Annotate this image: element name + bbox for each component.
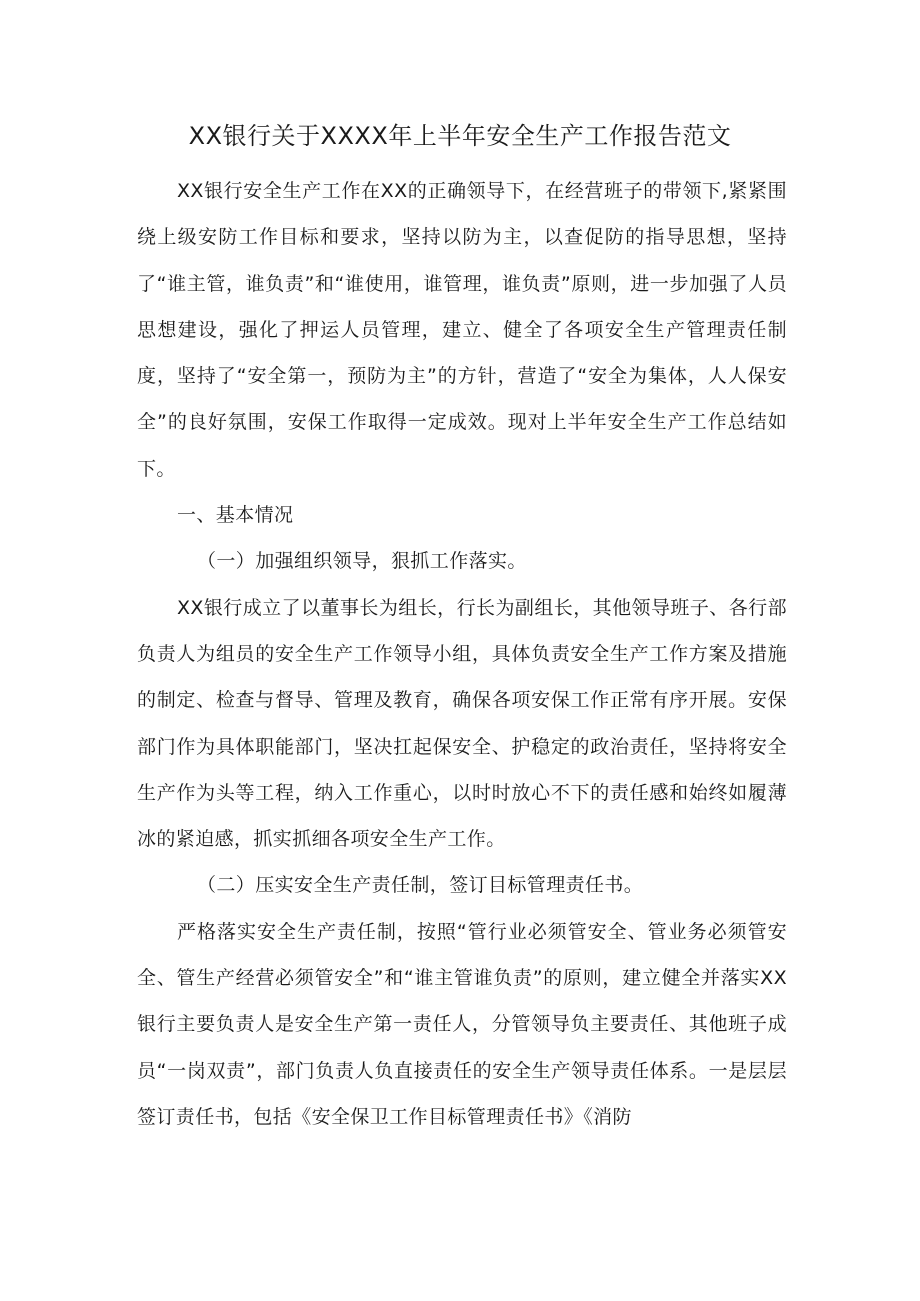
- document-body: [137, 168, 787, 1140]
- document-title: XX银行关于XXXX年上半年安全生产工作报告范文: [188, 122, 732, 150]
- intro-paragraph: XX银行安全生产工作在XX的正确领导下，在经营班子的带领下,紧紧围绕上级安防工作目标和要求，坚持以防为主，以查促防的指导思想，坚持了“谁主管，谁负责”和“谁使用，谁管理，谁负责”原则，进一步加强了人员思想建设，强化了押运人员管理，建立、健全了各项安全生产管理责任制度，坚持了“安全第一，预防为主”的方针，营造了“安全为集体，人人保安全”的良好氛围，安保工作取得一定成效。现对上半年安全生产工作总结如下。: [137, 180, 787, 480]
- body-paragraph-1: XX银行成立了以董事长为组长，行长为副组长，其他领导班子、各行部负责人为组员的安全生产工作领导小组，具体负责安全生产工作方案及措施的制定、检查与督导、管理及教育，确保各项安保工作正常有序开展。安保部门作为具体职能部门，坚决扛起保安全、护稳定的政治责任，坚持将安全生产作为头等工程，纳入工作重心，以时时放心不下的责任感和始终如履薄冰的紧迫感，抓实抓细各项安全生产工作。: [137, 596, 787, 851]
- section-heading-basic-situation: 一、基本情况: [177, 504, 294, 527]
- body-paragraph-2: 严格落实安全生产责任制，按照“管行业必须管安全、管业务必须管安全、管生产经营必须管安全”和“谁主管谁负责”的原则，建立健全并落实XX银行主要负责人是安全生产第一责任人，分管领导负主要责任、其他班子成员“一岗双责”，部门负责人负直接责任的安全生产领导责任体系。一是层层签订责任书，包括《安全保卫工作目标管理责任书》《消防: [137, 920, 787, 1128]
- subsection-heading-1: （一）加强组织领导，狠抓工作落实。: [197, 550, 527, 573]
- subsection-heading-2: （二）压实安全生产责任制，签订目标管理责任书。: [197, 874, 644, 897]
